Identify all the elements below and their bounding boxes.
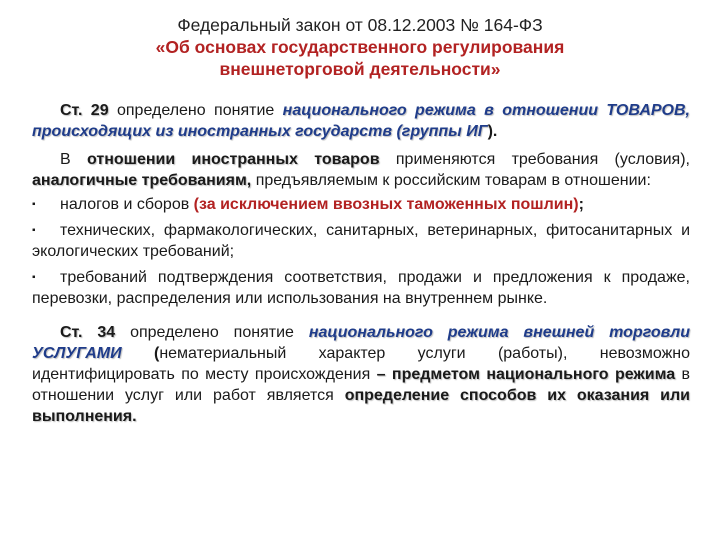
article-34-text-2: нематериальный характер услуги (работы), невозможно идентифицировать по месту происхождения — [32, 345, 690, 383]
paragraph-foreign-goods — [32, 149, 690, 191]
article-29-ref: Ст. 29 — [60, 102, 109, 119]
foreign-goods-text-1: В — [60, 151, 87, 168]
foreign-goods-text-3: предъявляемым к российским товарам в отношении: — [251, 172, 651, 189]
article-34-emph-2: определение способов их оказания или выполнения. — [32, 387, 691, 425]
taxes-text: налогов и сборов — [60, 196, 194, 213]
article-29-text: определено понятие — [108, 102, 283, 119]
list-item-conformity — [32, 267, 690, 309]
paragraph-article-29 — [32, 100, 690, 142]
article-34-ref: Ст. 34 — [60, 324, 116, 341]
foreign-goods-emph-2: аналогичные требованиям, — [32, 172, 252, 189]
slide-body — [32, 100, 690, 427]
article-29-concept: национального режима в отношении ТОВАРОВ, происходящих из иностранных государств (группы ИГ — [32, 102, 690, 140]
law-title-line-2: внешнеторговой деятельности» — [219, 59, 501, 79]
article-34-paren: ( — [121, 345, 160, 362]
paragraph-article-34 — [32, 322, 690, 427]
square-bullet-icon: ▪ — [32, 225, 36, 236]
foreign-goods-emph-1: отношении иностранных товаров — [87, 151, 380, 168]
article-34-emph-1: – предметом национального режима — [376, 366, 676, 383]
article-34-text-1: определено понятие — [115, 324, 309, 341]
list-item-taxes — [32, 194, 690, 215]
taxes-exception: (за исключением ввозных таможенных пошлин) — [193, 196, 579, 213]
law-reference: Федеральный закон от 08.12.2003 № 164-ФЗ — [177, 15, 543, 35]
article-34-text-3: в отношении услуг или работ является — [32, 366, 690, 404]
requirements-list — [32, 194, 690, 309]
slide-header — [0, 14, 720, 80]
square-bullet-icon: ▪ — [32, 199, 36, 210]
technical-text: технических, фармакологических, санитарных, ветеринарных, фитосанитарных и экологических требований; — [32, 222, 690, 260]
law-title-line-1: «Об основах государственного регулирования — [155, 37, 565, 57]
list-item-technical — [32, 220, 690, 262]
taxes-end: ; — [578, 196, 584, 213]
square-bullet-icon: ▪ — [32, 272, 36, 283]
foreign-goods-text-2: применяются требования (условия), — [379, 151, 690, 168]
article-34-concept: национального режима внешней торговли УСЛУГАМИ — [32, 324, 691, 362]
article-29-end: ). — [487, 123, 498, 140]
conformity-text: требований подтверждения соответствия, продажи и предложения к продаже, перевозки, распределения или использования на внутреннем рынке. — [32, 269, 690, 307]
